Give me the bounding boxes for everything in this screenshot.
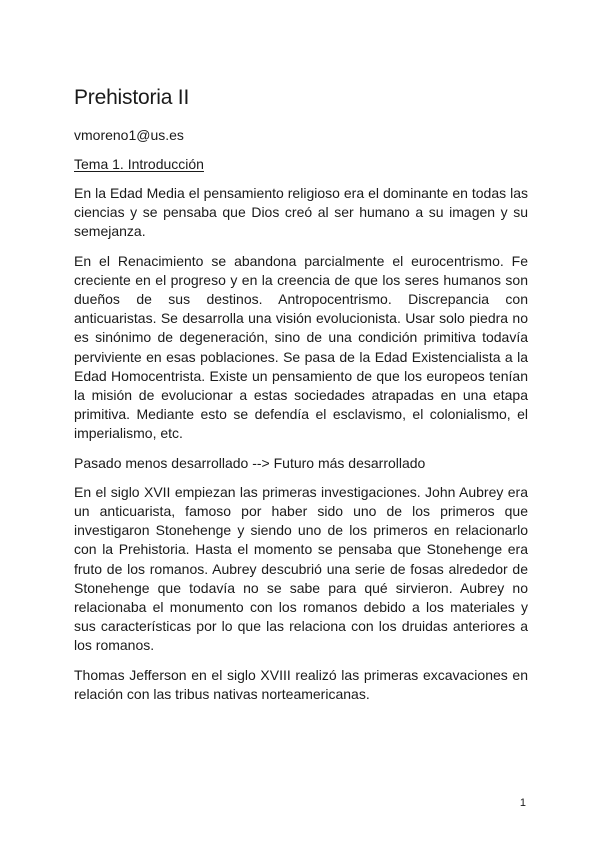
document-page — [74, 84, 528, 714]
paragraph-siglo-xvii: En el siglo XVII empiezan las primeras investigaciones. John Aubrey era un anticuarista, famoso por haber sido uno de los primeros que investigaron Stonehenge y siendo uno de los primeros en relacionarlo con la Prehistoria. Hasta el momento se pensaba que Stonehenge era fruto de los romanos. Aubrey descubrió una serie de fosas alrededor de Stonehenge que todavía no se sabe para qué sirvieron. Aubrey no relacionaba el monumento con los romanos debido a los materiales y sus características por lo que las relaciona con los druidas anteriores a los romanos. — [74, 483, 528, 654]
paragraph-thomas-jefferson: Thomas Jefferson en el siglo XVIII realizó las primeras excavaciones en relación con las tribus nativas norteamericanas. — [74, 666, 528, 702]
paragraph-pasado-futuro: Pasado menos desarrollado --> Futuro más desarrollado — [74, 454, 426, 471]
document-title: Prehistoria II — [74, 86, 190, 109]
paragraph-edad-media: En la Edad Media el pensamiento religioso era el dominante en todas las ciencias y se pensaba que Dios creó al ser humano a su imagen y su semejanza. — [74, 185, 528, 240]
paragraph-renacimiento: En el Renacimiento se abandona parcialmente el eurocentrismo. Fe creciente en el progreso y en la creencia de que los seres humanos son dueños de sus destinos. Antropocentrismo. Discrepancia con anticuaristas. Se desarrolla una visión evolucionista. Usar solo piedra no es sinónimo de degeneración, sino de una condición primitiva todavía perviviente en esas poblaciones. Se pasa de la Edad Existencialista a la Edad Homocentrista. Existe un pensamiento de que los europeos tenían la misión de evolucionar a estas sociedades atrapadas en una etapa primitiva. Mediante esto se defendía el esclavismo, el colonialismo, el imperialismo, etc. — [74, 252, 528, 442]
section-heading: Tema 1. Introducción — [74, 156, 204, 172]
page-number: 1 — [519, 797, 526, 809]
author-email: vmoreno1@us.es — [74, 127, 184, 143]
